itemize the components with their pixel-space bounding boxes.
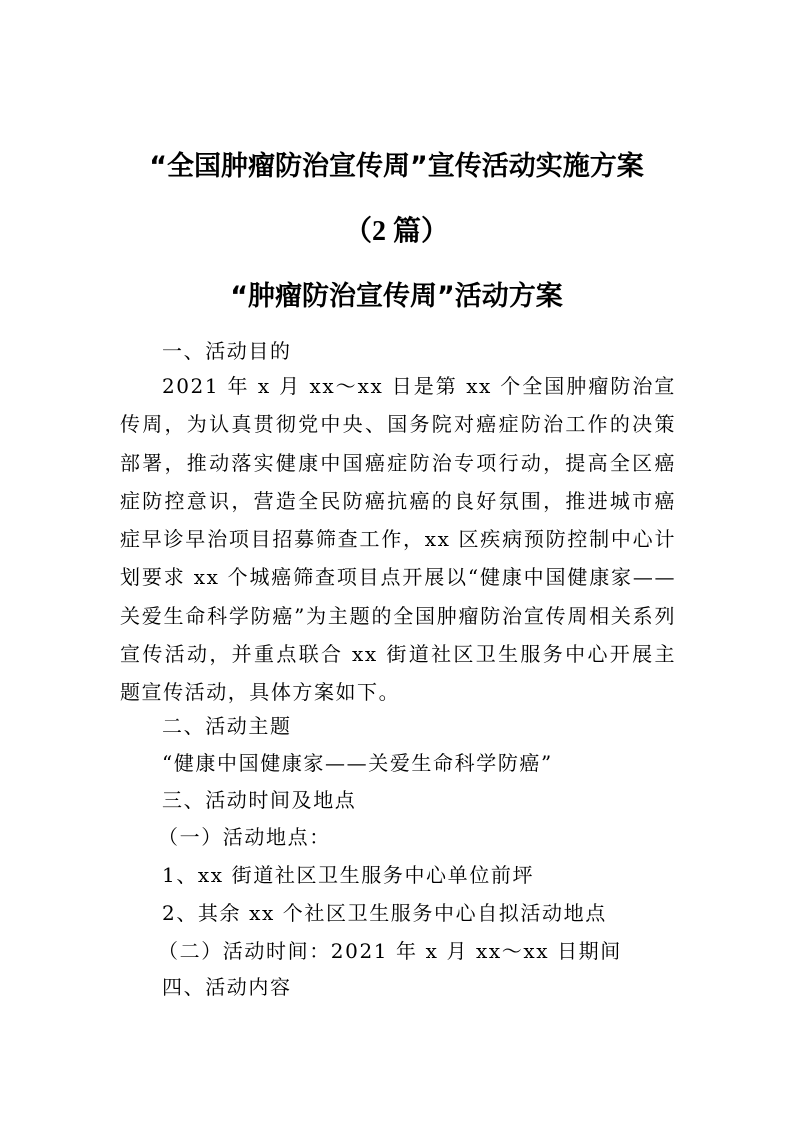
subsection-location: （一）活动地点：: [158, 825, 331, 849]
section-heading-time-place: 三、活动时间及地点: [162, 788, 357, 812]
document-title-count: （2 篇）: [343, 216, 449, 247]
section-heading-purpose: 一、活动目的: [162, 339, 292, 363]
document-title: “全国肿瘤防治宣传周”宣传活动实施方案: [149, 151, 644, 182]
section-heading-content: 四、活动内容: [162, 975, 292, 999]
theme-text: “健康中国健康家——关爱生命科学防癌”: [162, 751, 553, 775]
paragraph-purpose: 2021 年 x 月 xx～xx 日是第 xx 个全国肿瘤防治宣传周，为认真贯彻党中央、国务院对癌症防治工作的决策部署，推动落实健康中国癌症防治专项行动，提高全区癌症防控意识，营造全民防癌抗癌的良好氛围，推进城市癌症早诊早治项目招募筛查工作，xx 区疾病预防控制中心计划要求 xx 个城癌筛查项目点开展以“健康中国健康家——关爱生命科学防癌”为主题的全国肿瘤防治宣传周相关系列宣传活动，并重点联合 xx 街道社区卫生服务中心开展主题宣传活动，具体方案如下。: [120, 374, 676, 705]
location-item-1: 1、xx 街道社区卫生服务中心单位前坪: [162, 863, 535, 887]
location-item-2: 2、其余 xx 个社区卫生服务中心自拟活动地点: [162, 901, 607, 925]
document-subtitle: “肿瘤防治宣传周”活动方案: [230, 281, 563, 312]
subsection-time: （二）活动时间：2021 年 x 月 xx～xx 日期间: [158, 939, 622, 963]
section-heading-theme: 二、活动主题: [162, 714, 292, 738]
